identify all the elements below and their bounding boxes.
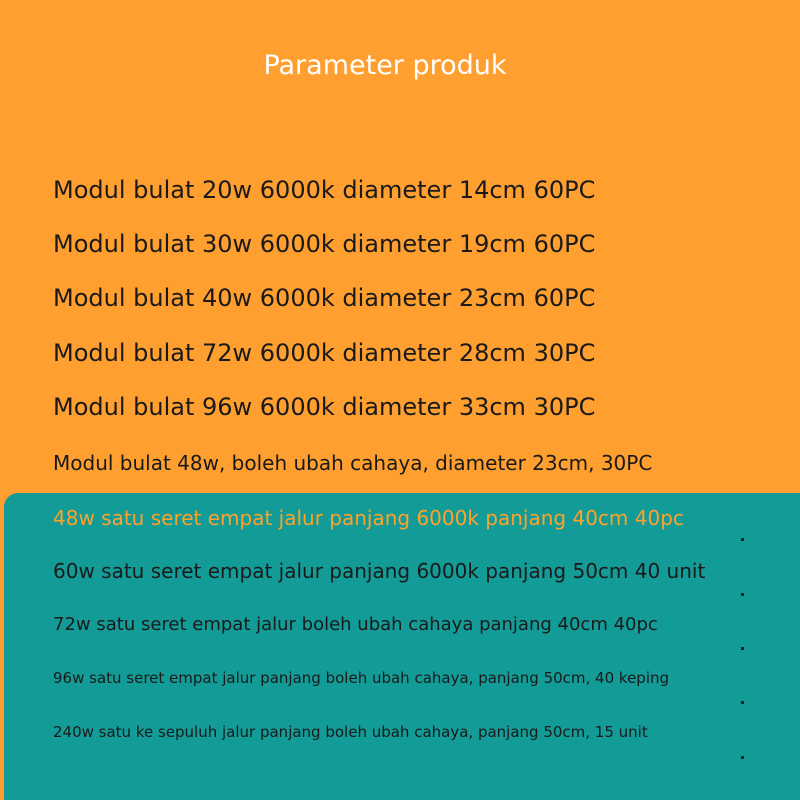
decorative-dot: [741, 701, 744, 704]
product-spec-line: 60w satu seret empat jalur panjang 6000k panjang 50cm 40 unit: [53, 559, 706, 583]
decorative-dot: [741, 647, 744, 650]
product-spec-line: 72w satu seret empat jalur boleh ubah cahaya panjang 40cm 40pc: [53, 614, 658, 635]
product-spec-line: Modul bulat 96w 6000k diameter 33cm 30PC: [53, 393, 596, 421]
product-spec-line: Modul bulat 30w 6000k diameter 19cm 60PC: [53, 230, 596, 258]
product-spec-line-highlighted: 48w satu seret empat jalur panjang 6000k panjang 40cm 40pc: [53, 506, 684, 530]
product-spec-line: 240w satu ke sepuluh jalur panjang boleh ubah cahaya, panjang 50cm, 15 unit: [53, 723, 648, 741]
product-spec-line: Modul bulat 72w 6000k diameter 28cm 30PC: [53, 339, 596, 367]
product-spec-line: Modul bulat 20w 6000k diameter 14cm 60PC: [53, 176, 596, 204]
page-title: Parameter produk: [263, 50, 507, 81]
product-spec-line: Modul bulat 40w 6000k diameter 23cm 60PC: [53, 284, 596, 312]
product-spec-line: Modul bulat 48w, boleh ubah cahaya, diameter 23cm, 30PC: [53, 451, 653, 475]
decorative-dot: [741, 593, 744, 596]
product-spec-line: 96w satu seret empat jalur panjang boleh ubah cahaya, panjang 50cm, 40 keping: [53, 669, 670, 687]
decorative-dot: [741, 756, 744, 759]
decorative-dot: [741, 538, 744, 541]
teal-background-panel: [4, 493, 800, 800]
